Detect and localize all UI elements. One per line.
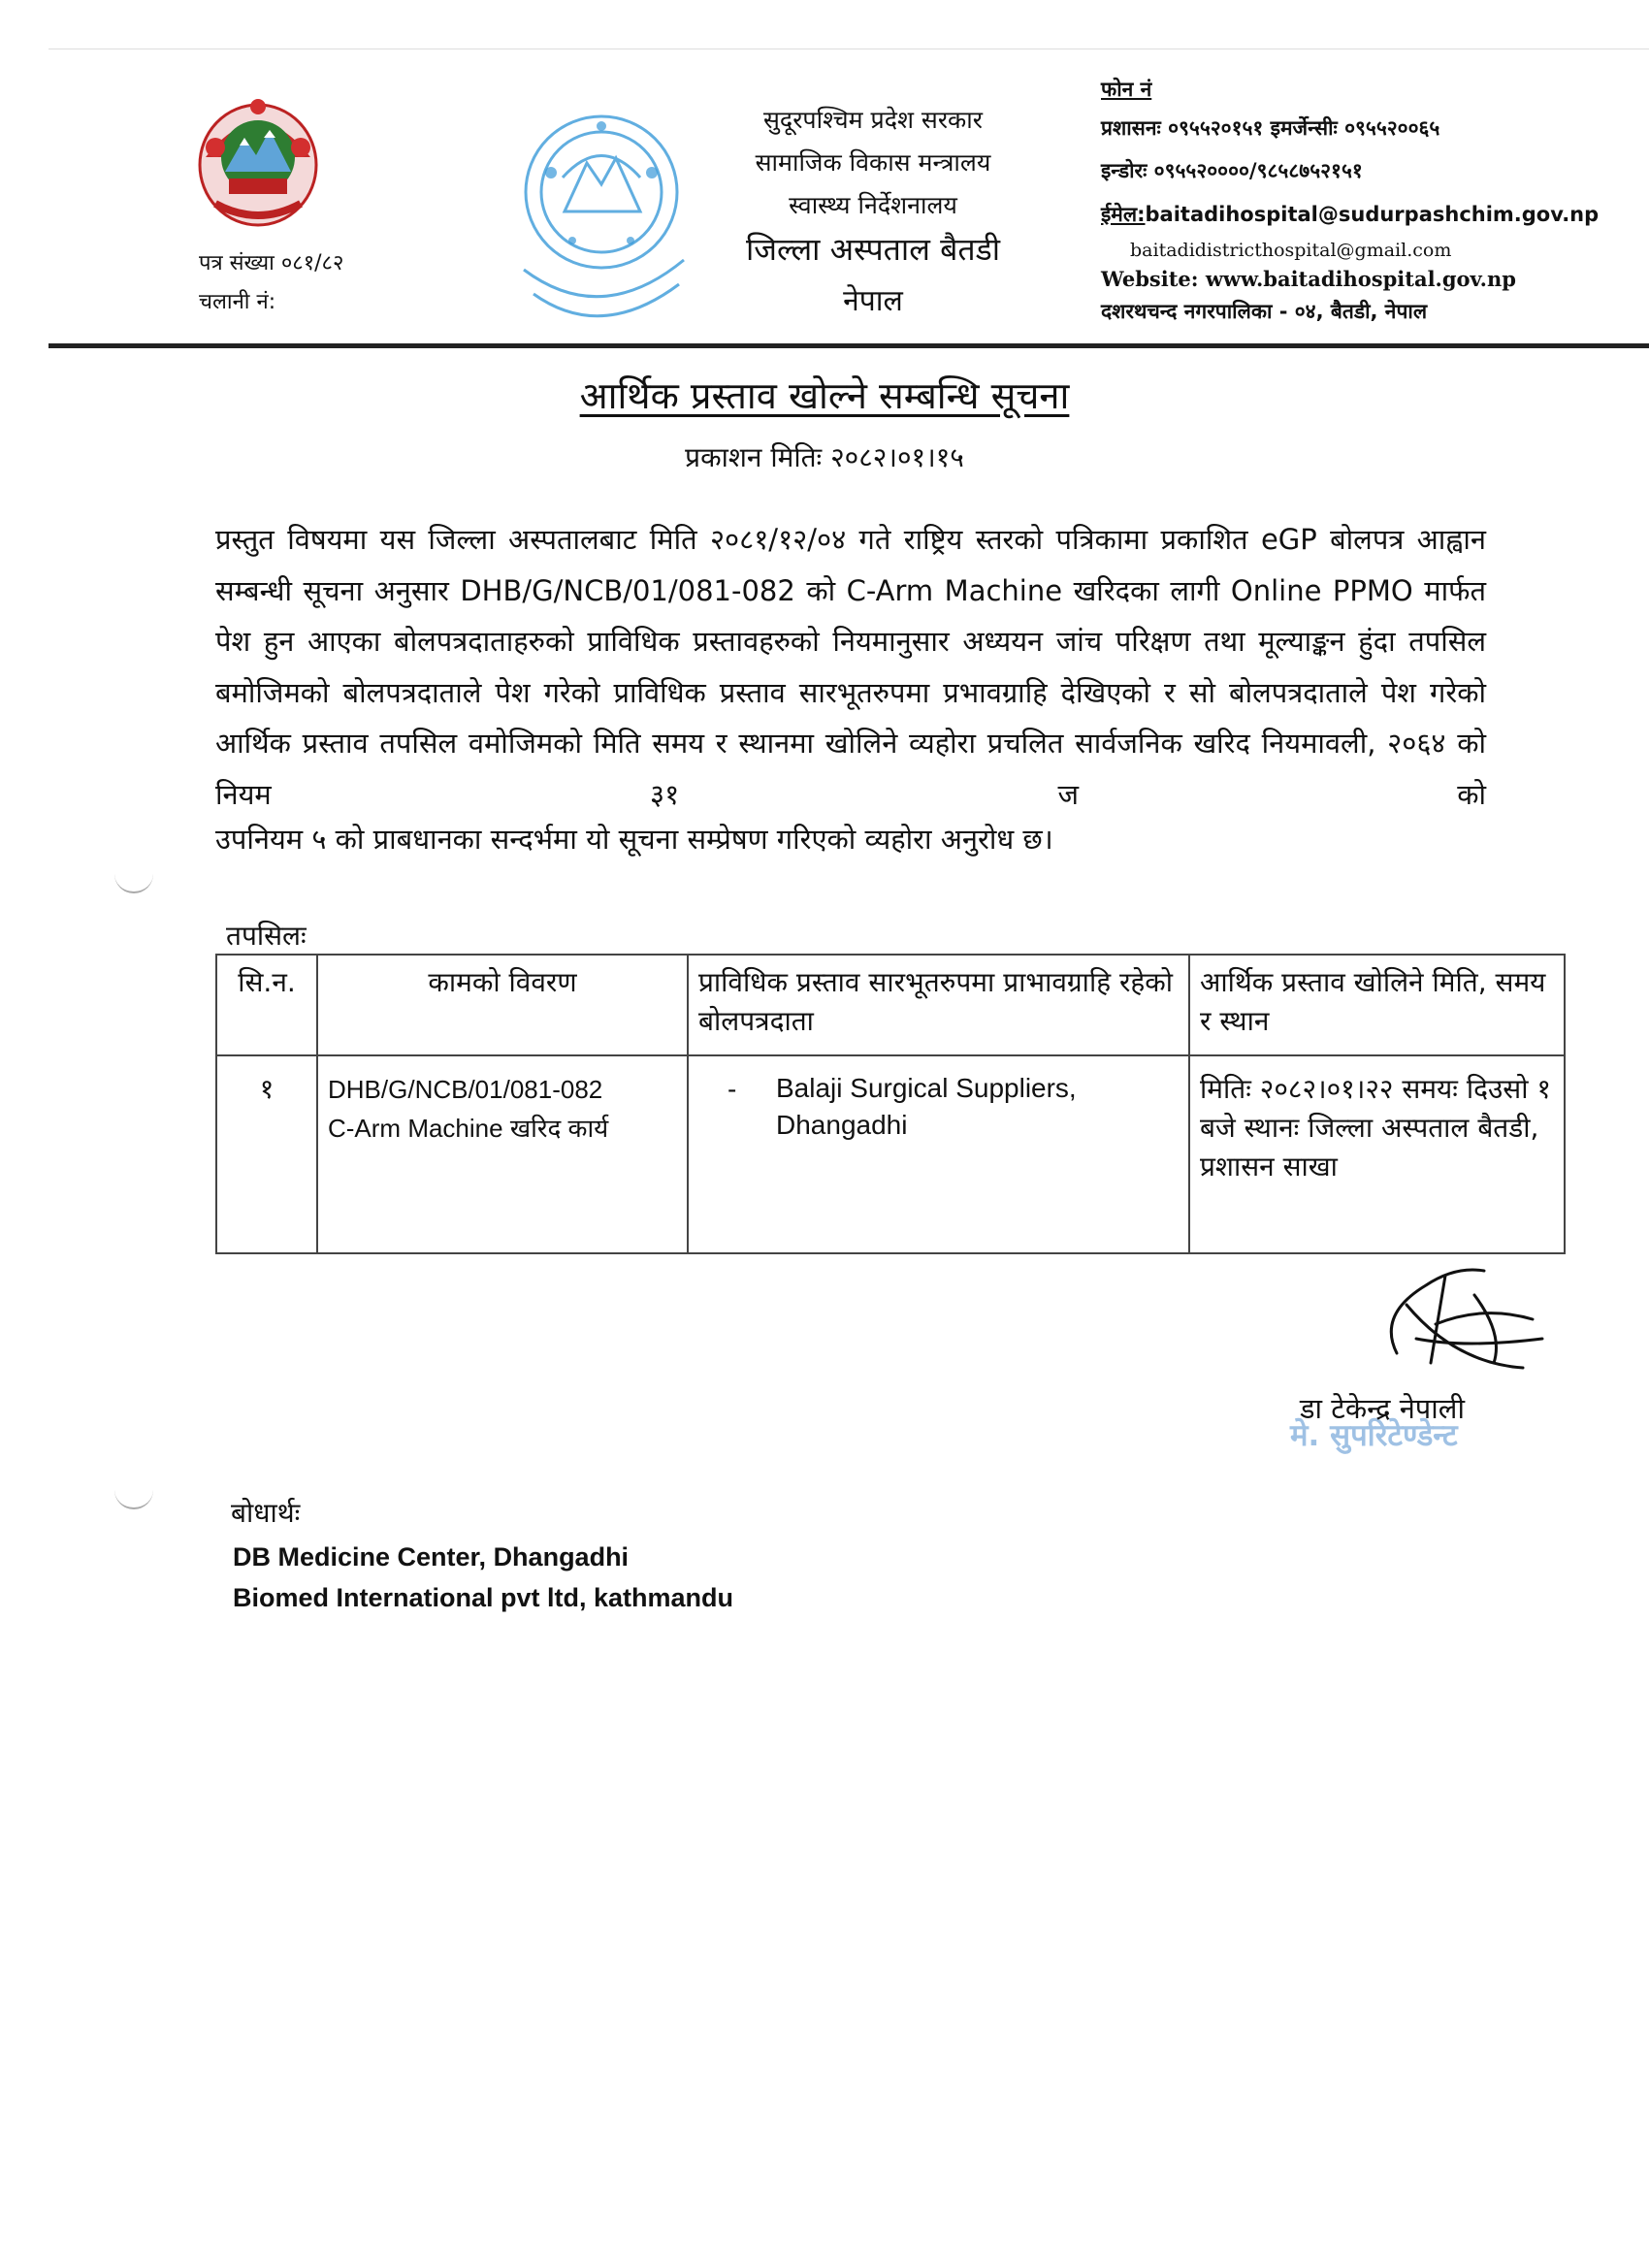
cell-opening: मितिः २०८२।०१।२२ समयः दिउसो १ बजे स्थानः जिल्ला अस्पताल बैतडी, प्रशासन साखा [1189, 1055, 1565, 1253]
contact-phone-heading: फोन नं [1101, 78, 1152, 101]
cc-recipient: Biomed International pvt ltd, kathmandu [233, 1583, 734, 1612]
contact-email-primary: baitadihospital@sudurpashchim.gov.np [1145, 203, 1600, 226]
notice-body-text: प्रस्तुत विषयमा यस जिल्ला अस्पतालबाट मिति २०८१/१२/०४ गते राष्ट्रिय स्तरको पत्रिकामा प्रकाशित eGP बोलपत्र आह्वान सम्बन्धी सूचना अनुसार DHB/G/NCB/01/081-082 को C-Arm Machine खरिदका लागी Online PPMO मार्फत पेश हुन आएका बोलपत्रदाताहरुको प्राविधिक प्रस्तावहरुको नियमानुसार अध्ययन जांच परिक्षण तथा मूल्याङ्कन हुंदा तपसिल बमोजिमको बोलपत्रदाताले पेश गरेको प्राविधिक प्रस्ताव सारभूतरुपमा प्रभावग्राहि देखिएको र सो बोलपत्रदाताले पेश गरेको आर्थिक प्रस्ताव तपसिल वमोजिमको मिति समय र स्थानमा खोलिने व्यहोरा प्रचलित सार्वजनिक खरिद नियमावली, २०६४ को नियम ३१ ज को [215, 523, 1486, 811]
cell-work-line2: C-Arm Machine खरिद कार्य [328, 1114, 609, 1143]
cell-sn: १ [216, 1055, 317, 1253]
org-line-province: सुदूरपश्चिम प्रदेश सरकार [763, 106, 983, 134]
org-line-hospital: जिल्ला अस्पताल बैतडी [745, 231, 1000, 268]
cell-work [317, 1055, 688, 1253]
header-divider [48, 343, 1649, 348]
details-label: तपसिलः [226, 920, 307, 952]
signature-icon [1339, 1247, 1562, 1382]
signatory-name: डा टेकेन्द्र नेपाली [1300, 1392, 1465, 1425]
contact-website: Website: www.baitadihospital.gov.np [1101, 267, 1516, 291]
contact-email-label: ईमेल: [1101, 203, 1146, 226]
column-header-opening: आर्थिक प्रस्ताव खोलिने मिति, समय र स्थान [1189, 955, 1565, 1055]
schedule-table [215, 954, 1566, 1254]
cc-label: बोधार्थः [231, 1497, 301, 1529]
office-seal-icon [504, 105, 698, 338]
table-header-row [216, 955, 1565, 1055]
bidder-dash: - [728, 1074, 737, 1104]
punch-hole-mark [114, 1484, 153, 1509]
cell-bidder [688, 1055, 1189, 1253]
bidder-name: Balaji Surgical Suppliers, Dhangadhi [776, 1073, 1077, 1140]
contact-address: दशरथचन्द नगरपालिका - ०४, बैतडी, नेपाल [1101, 300, 1428, 323]
punch-hole-mark [114, 868, 153, 893]
org-line-ministry: सामाजिक विकास मन्त्रालय [755, 148, 991, 177]
nepal-emblem-icon [186, 89, 330, 235]
column-header-work: कामको विवरण [317, 955, 688, 1055]
column-header-sn: सि.न. [216, 955, 317, 1055]
table-row [216, 1055, 1565, 1253]
published-date: प्रकाशन मितिः २०८२।०१।१५ [685, 441, 964, 473]
signatory-designation-stamp: मे. सुपरिटेण्डेन्ट [1290, 1418, 1458, 1453]
notice-body [215, 514, 1486, 820]
org-line-directorate: स्वास्थ्य निर्देशनालय [789, 191, 957, 219]
notice-body-last-line: उपनियम ५ को प्राबधानका सन्दर्भमा यो सूचना सम्प्रेषण गरिएको व्यहोरा अनुरोध छ। [215, 823, 1053, 856]
dispatch-number: चलानी नं: [199, 290, 276, 314]
contact-admin-phone: प्रशासनः ०९५५२०१५१ इमर्जेन्सीः ०९५५२००६५ [1101, 116, 1440, 140]
cell-work-line1: DHB/G/NCB/01/081-082 [328, 1075, 603, 1104]
notice-title-text: आर्थिक प्रस्ताव खोल्ने सम्बन्धि सूचना [579, 374, 1070, 417]
cc-recipient: DB Medicine Center, Dhangadhi [233, 1542, 630, 1571]
contact-email-secondary: baitadidistricthospital@gmail.com [1130, 240, 1452, 261]
contact-indoor-phone: इन्डोरः ०९५५२००००/९८५८७५२१५१ [1101, 159, 1363, 182]
contact-email-row [1101, 201, 1599, 228]
column-header-bidder: प्राविधिक प्रस्ताव सारभूतरुपमा प्राभावग्राहि रहेको बोलपत्रदाता [688, 955, 1189, 1055]
org-line-country: नेपाल [843, 284, 903, 318]
letter-number: पत्र संख्या ०८१/८२ [199, 251, 344, 275]
notice-title [0, 370, 1649, 420]
